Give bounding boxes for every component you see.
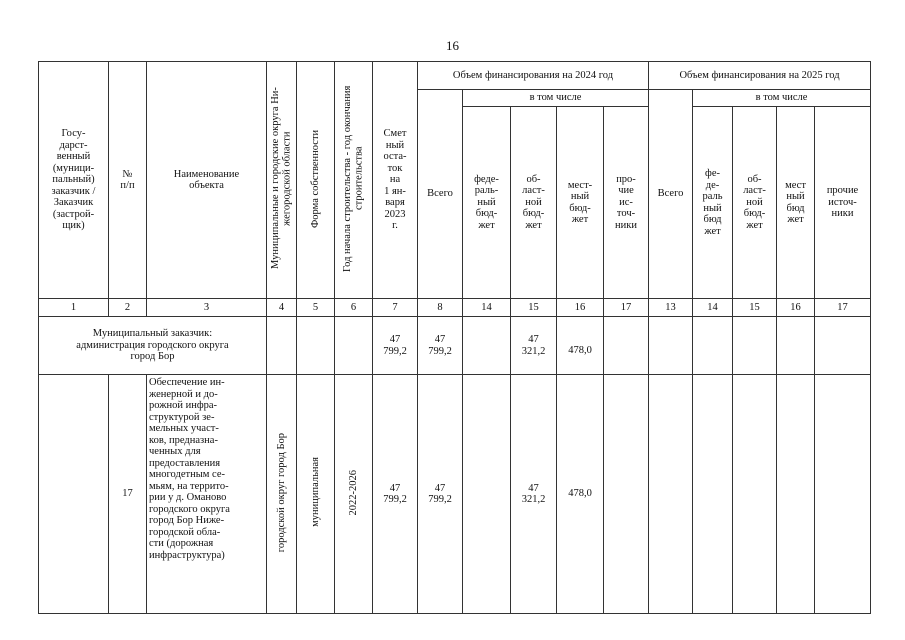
header-total-2025: Всего [649, 90, 693, 299]
summary-label: Муниципальный заказчик: администрация городского округа город Бор [39, 317, 267, 375]
header-name: Наименование объекта [147, 62, 267, 299]
header-fin-2024: Объем финансирования на 2024 год [418, 62, 649, 90]
header-regional-2024: об- ласт- ной бюд- жет [511, 107, 557, 299]
summary-total-2024: 47 799,2 [418, 317, 463, 375]
header-federal-2024: феде- раль- ный бюд- жет [463, 107, 511, 299]
header-num: № п/п [109, 62, 147, 299]
column-number: 5 [297, 299, 335, 317]
header-customer: Госу- дарст- венный (муници- пальный) заказчик / Заказчик (застрой- щик) [39, 62, 109, 299]
column-number: 1 [39, 299, 109, 317]
header-local-2024: мест- ный бюд- жет [557, 107, 604, 299]
column-number: 8 [418, 299, 463, 317]
header-total-2024: Всего [418, 90, 463, 299]
object-municipality: городской округ город Бор [267, 375, 297, 614]
object-ownership: муниципальная [297, 375, 335, 614]
column-number: 2 [109, 299, 147, 317]
page-number: 16 [446, 38, 459, 53]
header-including-2024: в том числе [463, 90, 649, 107]
object-row [39, 375, 871, 614]
summary-remainder: 47 799,2 [373, 317, 418, 375]
object-name: Обеспечение ин- женерной и до- рожной инфра- структурой зе- мельных участ- ков, предназна- ченных для предоставления многодетным се- мьям, на террито- рии у д. Оманово городского округа город Бор Ниже- городской обла- сти (дорожная инфраструктура) [147, 375, 267, 614]
object-regional-2024: 47 321,2 [511, 375, 557, 614]
column-number: 17 [604, 299, 649, 317]
column-number: 6 [335, 299, 373, 317]
column-number-row [39, 299, 871, 317]
column-number: 15 [511, 299, 557, 317]
header-remainder: Смет ный оста- ток на 1 ян- варя 2023 г. [373, 62, 418, 299]
column-number: 7 [373, 299, 418, 317]
column-number: 3 [147, 299, 267, 317]
summary-row [39, 317, 871, 375]
column-number: 15 [733, 299, 777, 317]
header-fin-2025: Объем финансирования на 2025 год [649, 62, 871, 90]
header-other-2024: про- чие ис- точ- ники [604, 107, 649, 299]
object-num: 17 [109, 375, 147, 614]
summary-regional-2024: 47 321,2 [511, 317, 557, 375]
column-number: 14 [463, 299, 511, 317]
financing-table [38, 61, 871, 614]
column-number: 13 [649, 299, 693, 317]
object-remainder: 47 799,2 [373, 375, 418, 614]
header-local-2025: мест ный бюд жет [777, 107, 815, 299]
header-municipality: Муниципальные и городские округа Ни-жегородской области [267, 62, 297, 299]
header-federal-2025: фе- де- раль ный бюд жет [693, 107, 733, 299]
object-local-2024: 478,0 [557, 375, 604, 614]
header-years: Год начала строительства - год окончания строительства [335, 62, 373, 299]
column-number: 14 [693, 299, 733, 317]
summary-local-2024: 478,0 [557, 317, 604, 375]
column-number: 4 [267, 299, 297, 317]
header-ownership: Форма собственности [297, 62, 335, 299]
column-number: 17 [815, 299, 871, 317]
header-regional-2025: об- ласт- ной бюд- жет [733, 107, 777, 299]
column-number: 16 [557, 299, 604, 317]
header-including-2025: в том числе [693, 90, 871, 107]
column-number: 16 [777, 299, 815, 317]
header-other-2025: прочие источ- ники [815, 107, 871, 299]
object-years: 2022-2026 [335, 375, 373, 614]
object-total-2024: 47 799,2 [418, 375, 463, 614]
